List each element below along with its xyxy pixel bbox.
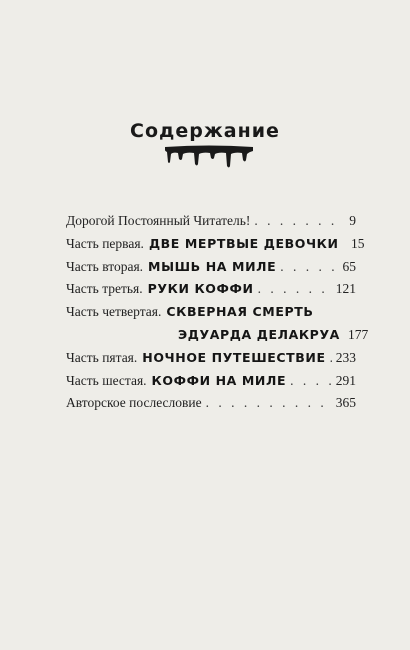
toc-part-title: РУКИ КОФФИ xyxy=(147,281,254,297)
toc-page-number: 65 xyxy=(342,258,356,274)
dot-leader xyxy=(254,210,334,233)
toc-part-label: Часть четвертая. xyxy=(66,304,162,320)
dot-leader xyxy=(290,370,332,393)
dot-leader xyxy=(280,256,334,279)
toc-entry[interactable] xyxy=(66,233,365,256)
toc-part-label: Часть третья. xyxy=(66,281,143,297)
toc-page-number: 291 xyxy=(335,372,356,388)
toc-entry[interactable] xyxy=(66,347,356,370)
toc-part-title: ДВЕ МЕРТВЫЕ ДЕВОЧКИ xyxy=(148,235,339,251)
table-of-contents xyxy=(66,210,369,415)
toc-page-number: 15 xyxy=(351,235,365,251)
ink-drip-ornament xyxy=(163,144,255,170)
toc-part-title: КОФФИ НА МИЛЕ xyxy=(151,372,287,388)
toc-entry[interactable] xyxy=(66,370,356,393)
contents-heading: Содержание xyxy=(130,120,280,142)
toc-page-number: 365 xyxy=(335,395,356,411)
toc-entry[interactable] xyxy=(66,278,356,301)
toc-page-number: 177 xyxy=(347,326,369,342)
toc-part-label: Часть первая. xyxy=(66,235,144,251)
toc-part-title: ЭДУАРДА ДЕЛАКРУА xyxy=(178,326,340,342)
toc-page-number: 233 xyxy=(335,349,356,365)
toc-part-title: НОЧНОЕ ПУТЕШЕСТВИЕ xyxy=(142,349,326,365)
toc-page-number: 121 xyxy=(335,281,356,297)
dot-leader xyxy=(206,392,332,415)
toc-entry[interactable] xyxy=(66,210,356,233)
toc-entry-label: Дорогой Постоянный Читатель! xyxy=(66,213,251,228)
toc-entry[interactable] xyxy=(66,256,356,279)
toc-part-label: Часть шестая. xyxy=(66,372,147,388)
dot-leader xyxy=(258,278,332,301)
toc-entry-label: Авторское послесловие xyxy=(66,395,202,411)
toc-entry-continuation[interactable] xyxy=(66,324,369,347)
toc-part-label: Часть вторая. xyxy=(66,258,144,274)
toc-page-number: 9 xyxy=(349,213,356,228)
toc-part-title: СКВЕРНАЯ СМЕРТЬ xyxy=(166,304,314,320)
toc-part-title: МЫШЬ НА МИЛЕ xyxy=(148,258,277,274)
toc-entry[interactable] xyxy=(66,392,356,415)
dot-leader xyxy=(330,347,332,370)
toc-entry[interactable] xyxy=(66,301,356,324)
toc-part-label: Часть пятая. xyxy=(66,349,138,365)
